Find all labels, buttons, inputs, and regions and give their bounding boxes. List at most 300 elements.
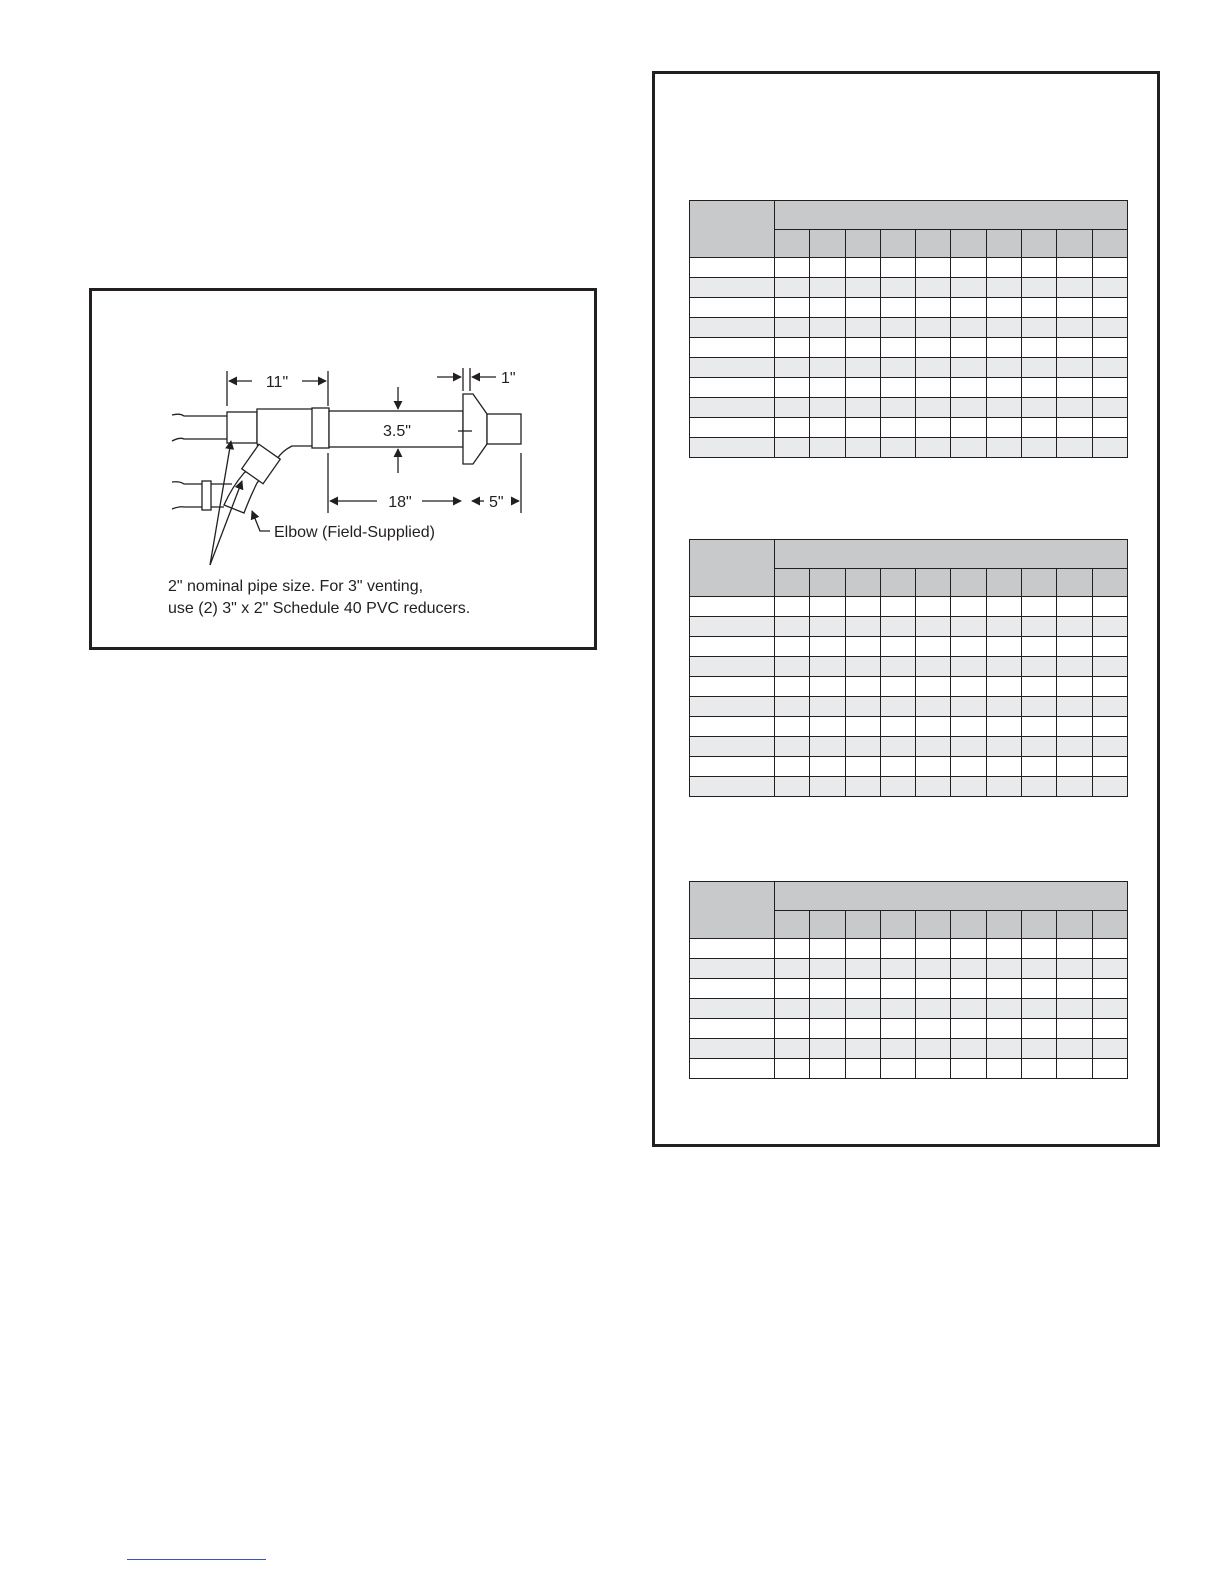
table-cell xyxy=(1092,697,1127,717)
table-row xyxy=(690,737,1128,757)
table-cell xyxy=(916,398,951,418)
table-cell xyxy=(1092,338,1127,358)
table-cell xyxy=(1092,939,1127,959)
table-cell xyxy=(845,979,880,999)
table-cell xyxy=(845,378,880,398)
table-cell xyxy=(986,757,1021,777)
table-cell xyxy=(986,939,1021,959)
note-leader-2 xyxy=(210,481,242,565)
table-cell xyxy=(775,617,810,637)
table-cell xyxy=(1022,939,1057,959)
table-cell xyxy=(810,737,845,757)
table-cell xyxy=(880,999,915,1019)
table-cell xyxy=(775,737,810,757)
table-cell xyxy=(916,378,951,398)
table-cell xyxy=(845,617,880,637)
table-cell xyxy=(986,959,1021,979)
table-cell xyxy=(775,278,810,298)
table-cell xyxy=(1022,717,1057,737)
table-cell xyxy=(880,1019,915,1039)
table-cell xyxy=(986,298,1021,318)
table-cell xyxy=(880,637,915,657)
table-cell xyxy=(845,777,880,797)
table-cell xyxy=(951,677,986,697)
cap-stub xyxy=(487,414,521,444)
column-header-cell xyxy=(880,569,915,597)
table-cell xyxy=(1022,999,1057,1019)
table-row xyxy=(690,258,1128,278)
table-cell xyxy=(916,737,951,757)
table-cell xyxy=(810,338,845,358)
table-cell xyxy=(810,959,845,979)
column-header-cell xyxy=(951,230,986,258)
table-cell xyxy=(1092,258,1127,278)
row-header-cell xyxy=(690,540,775,597)
row-label-cell xyxy=(690,1019,775,1039)
table-cell xyxy=(880,318,915,338)
table-cell xyxy=(951,298,986,318)
row-label-cell xyxy=(690,737,775,757)
table-cell xyxy=(845,358,880,378)
row-header-cell xyxy=(690,201,775,258)
row-label-cell xyxy=(690,677,775,697)
table-row xyxy=(690,697,1128,717)
table-cell xyxy=(845,677,880,697)
column-header-cell xyxy=(1022,230,1057,258)
table-cell xyxy=(810,378,845,398)
column-header-cell xyxy=(775,569,810,597)
row-label-cell xyxy=(690,1059,775,1079)
table-cell xyxy=(1092,717,1127,737)
table-cell xyxy=(810,637,845,657)
table-cell xyxy=(986,398,1021,418)
table-cell xyxy=(951,979,986,999)
table-cell xyxy=(845,657,880,677)
table-cell xyxy=(916,338,951,358)
table-cell xyxy=(916,617,951,637)
vent-length-tables-panel xyxy=(652,71,1160,1147)
table-cell xyxy=(1022,617,1057,637)
table-cell xyxy=(1057,657,1092,677)
table-cell xyxy=(775,637,810,657)
table-cell xyxy=(1022,1019,1057,1039)
table-cell xyxy=(880,438,915,458)
row-label-cell xyxy=(690,757,775,777)
table-row xyxy=(690,939,1128,959)
row-label-cell xyxy=(690,418,775,438)
table-cell xyxy=(810,258,845,278)
table-cell xyxy=(810,677,845,697)
table-cell xyxy=(845,1059,880,1079)
table-cell xyxy=(986,338,1021,358)
table-cell xyxy=(810,979,845,999)
table-cell xyxy=(1057,318,1092,338)
dim-label-18: 18" xyxy=(388,494,412,511)
elbow-label: Elbow (Field-Supplied) xyxy=(274,524,435,541)
table-cell xyxy=(951,278,986,298)
table-cell xyxy=(916,1019,951,1039)
table-cell xyxy=(916,1039,951,1059)
table-cell xyxy=(916,979,951,999)
table-cell xyxy=(880,737,915,757)
table-cell xyxy=(1092,597,1127,617)
table-cell xyxy=(845,1039,880,1059)
table-cell xyxy=(1092,298,1127,318)
table-cell xyxy=(986,258,1021,278)
row-label-cell xyxy=(690,959,775,979)
vent-kit-figure xyxy=(89,288,597,650)
table-cell xyxy=(775,757,810,777)
column-header-cell xyxy=(916,569,951,597)
table-cell xyxy=(986,438,1021,458)
table-cell xyxy=(1092,979,1127,999)
table-cell xyxy=(916,597,951,617)
table-cell xyxy=(986,278,1021,298)
table-cell xyxy=(810,657,845,677)
table-cell xyxy=(1092,677,1127,697)
table-cell xyxy=(1022,637,1057,657)
table-row xyxy=(690,717,1128,737)
table-row xyxy=(690,637,1128,657)
table-cell xyxy=(810,1019,845,1039)
table-cell xyxy=(951,1039,986,1059)
table-cell xyxy=(1057,338,1092,358)
table-cell xyxy=(986,318,1021,338)
table-cell xyxy=(1022,398,1057,418)
table-cell xyxy=(916,999,951,1019)
column-header-cell xyxy=(810,230,845,258)
table-cell xyxy=(880,757,915,777)
table-cell xyxy=(845,318,880,338)
table-cell xyxy=(1057,258,1092,278)
column-header-cell xyxy=(1057,911,1092,939)
column-header-cell xyxy=(810,911,845,939)
table-cell xyxy=(916,318,951,338)
table-cell xyxy=(1092,438,1127,458)
table-cell xyxy=(1057,677,1092,697)
table-cell xyxy=(810,438,845,458)
table-cell xyxy=(986,657,1021,677)
table-cell xyxy=(1057,1019,1092,1039)
table-cell xyxy=(916,1059,951,1079)
table-cell xyxy=(951,1059,986,1079)
table-cell xyxy=(951,597,986,617)
table-cell xyxy=(916,418,951,438)
note-line-1: 2" nominal pipe size. For 3" venting, xyxy=(168,578,424,595)
table-row xyxy=(690,757,1128,777)
column-header-cell xyxy=(880,230,915,258)
row-label-cell xyxy=(690,318,775,338)
row-label-cell xyxy=(690,939,775,959)
dim-label-5: 5" xyxy=(489,494,504,511)
table-cell xyxy=(986,979,1021,999)
vent-termination-diagram xyxy=(92,291,594,647)
column-header-cell xyxy=(1092,569,1127,597)
table-cell xyxy=(951,999,986,1019)
table-cell xyxy=(986,777,1021,797)
table-cell xyxy=(916,298,951,318)
table-cell xyxy=(951,1019,986,1039)
column-header-cell xyxy=(775,911,810,939)
table-cell xyxy=(880,278,915,298)
table-cell xyxy=(810,298,845,318)
column-header-cell xyxy=(986,569,1021,597)
table-cell xyxy=(775,338,810,358)
table-cell xyxy=(810,318,845,338)
table-row xyxy=(690,418,1128,438)
table-header-row xyxy=(690,201,1128,230)
table-cell xyxy=(810,757,845,777)
table-cell xyxy=(845,1019,880,1039)
table-cell xyxy=(1057,418,1092,438)
table-cell xyxy=(986,1019,1021,1039)
table-cell xyxy=(986,717,1021,737)
table-cell xyxy=(1057,378,1092,398)
table-cell xyxy=(916,757,951,777)
table-row xyxy=(690,617,1128,637)
table-cell xyxy=(810,278,845,298)
row-label-cell xyxy=(690,597,775,617)
table-cell xyxy=(845,959,880,979)
table-cell xyxy=(1057,697,1092,717)
table-cell xyxy=(916,697,951,717)
table-cell xyxy=(951,418,986,438)
table-cell xyxy=(880,657,915,677)
table-cell xyxy=(880,298,915,318)
footer-link-underline xyxy=(127,1559,266,1560)
table-header-row xyxy=(690,540,1128,569)
table-cell xyxy=(1092,777,1127,797)
table-cell xyxy=(1057,1039,1092,1059)
table-cell xyxy=(1057,959,1092,979)
table-cell xyxy=(880,777,915,797)
table-cell xyxy=(951,338,986,358)
table-cell xyxy=(880,398,915,418)
table-cell xyxy=(810,1039,845,1059)
table-cell xyxy=(986,597,1021,617)
table-row xyxy=(690,378,1128,398)
column-header-cell xyxy=(845,911,880,939)
table-cell xyxy=(880,1059,915,1079)
table-row xyxy=(690,597,1128,617)
table-cell xyxy=(951,318,986,338)
column-header-cell xyxy=(1092,230,1127,258)
table-cell xyxy=(845,637,880,657)
table-cell xyxy=(951,358,986,378)
table-cell xyxy=(1057,358,1092,378)
table-cell xyxy=(1092,657,1127,677)
column-header-cell xyxy=(916,911,951,939)
table-cell xyxy=(1057,278,1092,298)
table-row xyxy=(690,398,1128,418)
table-cell xyxy=(1092,1039,1127,1059)
table-cell xyxy=(1092,398,1127,418)
table-cell xyxy=(775,677,810,697)
table-cell xyxy=(916,278,951,298)
table-cell xyxy=(880,358,915,378)
table-cell xyxy=(1057,939,1092,959)
table-cell xyxy=(1057,999,1092,1019)
table-cell xyxy=(775,358,810,378)
upper-inlet-top xyxy=(172,414,229,416)
table-cell xyxy=(1022,358,1057,378)
table-cell xyxy=(986,637,1021,657)
table-cell xyxy=(1022,677,1057,697)
table-cell xyxy=(916,657,951,677)
table-cell xyxy=(986,617,1021,637)
table-cell xyxy=(845,278,880,298)
row-label-cell xyxy=(690,438,775,458)
upper-reducer xyxy=(227,412,257,443)
table-cell xyxy=(1057,298,1092,318)
column-header-cell xyxy=(1022,911,1057,939)
table-row xyxy=(690,1059,1128,1079)
table-row xyxy=(690,959,1128,979)
table-cell xyxy=(951,378,986,398)
table-row xyxy=(690,438,1128,458)
upper-inlet-bottom xyxy=(172,438,229,441)
table-cell xyxy=(916,717,951,737)
table-cell xyxy=(986,358,1021,378)
table-cell xyxy=(810,999,845,1019)
table-cell xyxy=(775,258,810,278)
table-cell xyxy=(1057,757,1092,777)
table-cell xyxy=(845,398,880,418)
table-cell xyxy=(845,438,880,458)
table-cell xyxy=(1057,737,1092,757)
joint-collar xyxy=(312,408,329,448)
table-cell xyxy=(1092,737,1127,757)
table-cell xyxy=(880,979,915,999)
table-cell xyxy=(951,717,986,737)
table-cell xyxy=(951,637,986,657)
table-cell xyxy=(951,939,986,959)
row-label-cell xyxy=(690,617,775,637)
table-cell xyxy=(916,777,951,797)
table-cell xyxy=(1057,717,1092,737)
table-cell xyxy=(916,677,951,697)
table-cell xyxy=(845,737,880,757)
table-cell xyxy=(916,959,951,979)
table-cell xyxy=(775,378,810,398)
table-cell xyxy=(845,999,880,1019)
row-label-cell xyxy=(690,258,775,278)
table-cell xyxy=(951,398,986,418)
row-label-cell xyxy=(690,1039,775,1059)
table-cell xyxy=(880,677,915,697)
table-cell xyxy=(951,258,986,278)
table-cell xyxy=(986,999,1021,1019)
table-cell xyxy=(810,777,845,797)
table-cell xyxy=(880,418,915,438)
table-cell xyxy=(951,777,986,797)
table-row xyxy=(690,318,1128,338)
rain-cap xyxy=(463,394,487,464)
row-label-cell xyxy=(690,979,775,999)
table-cell xyxy=(1057,438,1092,458)
table-cell xyxy=(1092,757,1127,777)
table-cell xyxy=(880,338,915,358)
table-row xyxy=(690,358,1128,378)
table-cell xyxy=(845,418,880,438)
table-cell xyxy=(1022,777,1057,797)
table-cell xyxy=(916,358,951,378)
vent-length-table-2 xyxy=(689,539,1128,797)
table-cell xyxy=(951,757,986,777)
table-cell xyxy=(1092,278,1127,298)
column-group-header xyxy=(775,540,1128,569)
lower-inlet-bottom xyxy=(172,507,204,509)
table-cell xyxy=(775,398,810,418)
table-cell xyxy=(1092,999,1127,1019)
table-cell xyxy=(775,1019,810,1039)
table-cell xyxy=(1022,757,1057,777)
column-group-header xyxy=(775,882,1128,911)
table-header-row xyxy=(690,882,1128,911)
table-cell xyxy=(1022,697,1057,717)
table-row xyxy=(690,1039,1128,1059)
table-cell xyxy=(810,697,845,717)
row-label-cell xyxy=(690,398,775,418)
column-header-cell xyxy=(951,911,986,939)
table-cell xyxy=(810,1059,845,1079)
table-cell xyxy=(810,398,845,418)
table-cell xyxy=(845,717,880,737)
table-cell xyxy=(810,717,845,737)
table-cell xyxy=(1022,318,1057,338)
table-cell xyxy=(845,697,880,717)
table-cell xyxy=(1022,959,1057,979)
table-cell xyxy=(951,737,986,757)
column-header-cell xyxy=(810,569,845,597)
table-cell xyxy=(1022,418,1057,438)
column-header-cell xyxy=(880,911,915,939)
table-cell xyxy=(810,939,845,959)
table-cell xyxy=(880,617,915,637)
table-row xyxy=(690,338,1128,358)
table-row xyxy=(690,999,1128,1019)
note-line-2: use (2) 3" x 2" Schedule 40 PVC reducers. xyxy=(168,600,471,617)
column-header-cell xyxy=(986,911,1021,939)
row-label-cell xyxy=(690,358,775,378)
table-cell xyxy=(1092,318,1127,338)
table-cell xyxy=(986,1039,1021,1059)
table-cell xyxy=(775,777,810,797)
table-cell xyxy=(880,258,915,278)
table-cell xyxy=(1057,979,1092,999)
row-label-cell xyxy=(690,697,775,717)
dim-label-11: 11" xyxy=(265,374,289,391)
column-header-cell xyxy=(1057,569,1092,597)
table-cell xyxy=(880,697,915,717)
table-cell xyxy=(775,939,810,959)
table-cell xyxy=(775,298,810,318)
table-cell xyxy=(775,418,810,438)
table-row xyxy=(690,657,1128,677)
table-cell xyxy=(1057,1059,1092,1079)
table-cell xyxy=(1092,1019,1127,1039)
dim-label-3-5: 3.5" xyxy=(383,423,411,440)
table-row xyxy=(690,777,1128,797)
table-cell xyxy=(1057,637,1092,657)
column-header-cell xyxy=(845,569,880,597)
table-cell xyxy=(880,378,915,398)
table-cell xyxy=(951,617,986,637)
table-cell xyxy=(1092,358,1127,378)
table-cell xyxy=(1092,959,1127,979)
table-cell xyxy=(1022,338,1057,358)
table-row xyxy=(690,677,1128,697)
